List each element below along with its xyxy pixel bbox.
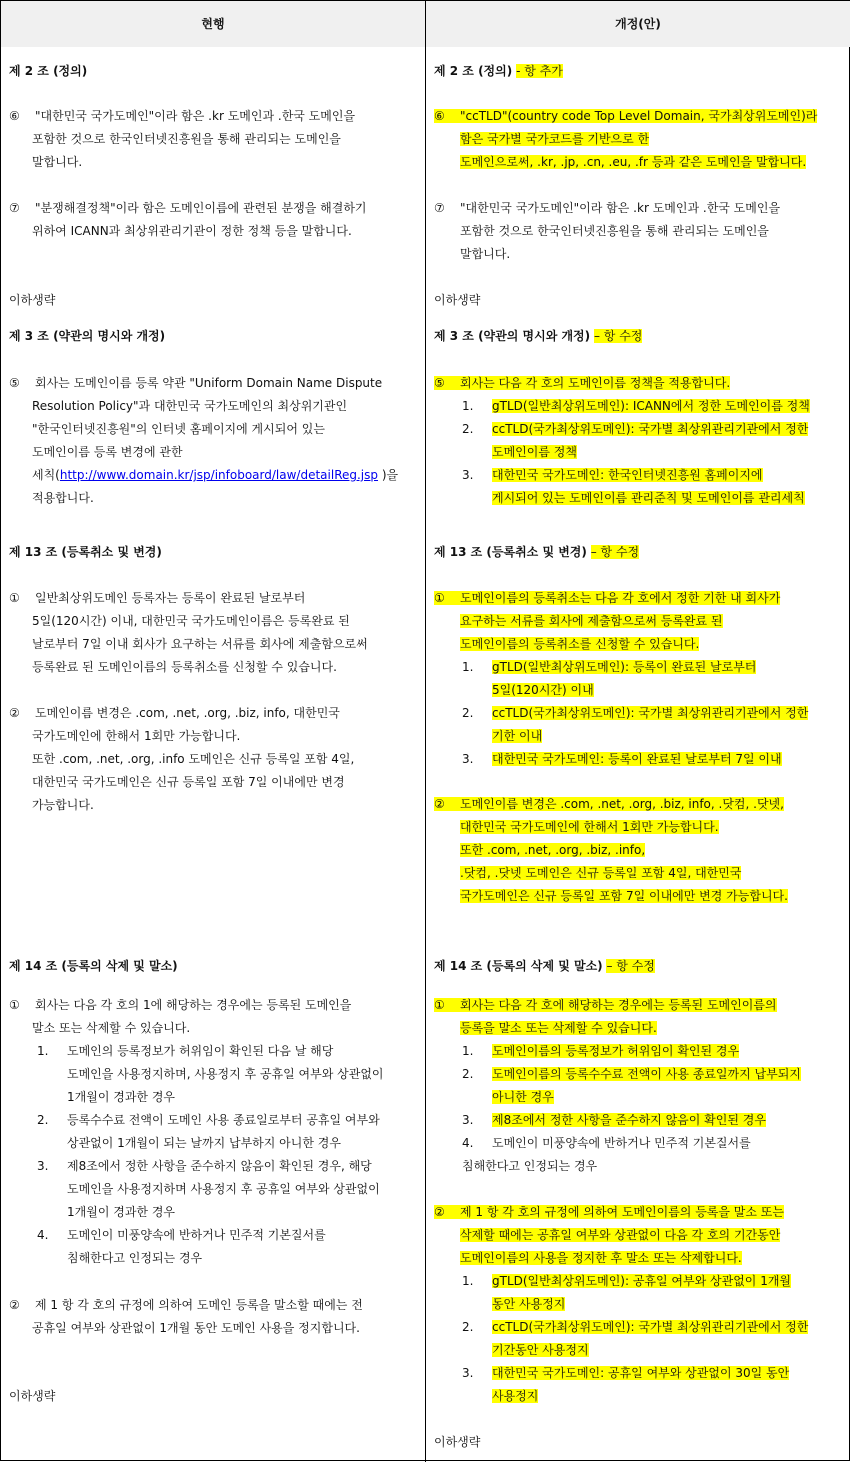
list-item — [434, 1109, 846, 1132]
clause-text: 회사는 도메인이름 등록 약관 "Uniform Domain Name Dispute — [35, 376, 383, 390]
list-item — [434, 1362, 846, 1385]
clause-text: )을 — [378, 468, 399, 482]
list-item — [434, 1040, 846, 1063]
item-text: 제8조에서 정한 사항을 준수하지 않음이 확인된 경우, 해당 — [67, 1159, 372, 1173]
item-number: 2. — [462, 1320, 474, 1334]
current-article-14-title: 제 14 조 (등록의 삭제 및 말소) — [9, 959, 178, 973]
current-omitted-1: 이하생략 — [9, 293, 56, 307]
item-text: 대한민국 국가도메인: 공휴일 여부와 상관없이 30일 동안 — [492, 1366, 790, 1380]
clause-marker: ⑦ — [434, 201, 445, 215]
item-text: 동안 사용정지 — [492, 1297, 566, 1311]
revised-omitted-1: 이하생략 — [434, 293, 481, 307]
clause-text: 국가도메인에 한해서 1회만 가능합니다. — [32, 729, 241, 743]
item-text: 기한 이내 — [492, 729, 543, 743]
clause-text: 세칙( — [32, 468, 60, 482]
item-text: ccTLD(국가최상위도메인): 국가별 최상위관리기관에서 정한 — [492, 422, 809, 436]
column-divider — [425, 1, 426, 1462]
clause-marker: ② — [434, 797, 445, 811]
clause-text: 도메인이름 등록 변경에 관한 — [32, 445, 183, 459]
current-article-2-clause-7 — [9, 197, 419, 243]
clause-text: 회사는 다음 각 호의 도메인이름 정책을 적용합니다. — [460, 376, 731, 390]
list-item — [9, 1155, 419, 1178]
clause-text: 도메인이름의 사용을 정지한 후 말소 또는 삭제합니다. — [460, 1251, 742, 1265]
clause-text: 말합니다. — [460, 247, 511, 261]
clause-text: 대한민국 국가도메인에 한해서 1회만 가능합니다. — [460, 820, 719, 834]
current-omitted-2: 이하생략 — [9, 1389, 56, 1403]
article-title: 제 3 조 (약관의 명시와 개정) — [434, 329, 591, 343]
clause-text: 등록을 말소 또는 삭제할 수 있습니다. — [460, 1021, 657, 1035]
item-number: 1. — [462, 1044, 474, 1058]
item-number: 1. — [37, 1044, 49, 1058]
clause-text: 함은 국가별 국가코드를 기반으로 한 — [460, 132, 650, 146]
item-text: 1개월이 경과한 경우 — [67, 1205, 176, 1219]
list-item — [434, 418, 846, 441]
item-text: 제8조에서 정한 사항을 준수하지 않음이 확인된 경우 — [492, 1113, 766, 1127]
clause-text: "대한민국 국가도메인"이라 함은 .kr 도메인과 .한국 도메인을 — [460, 201, 781, 215]
clause-marker: ② — [9, 1298, 20, 1312]
item-text: 등록수수료 전액이 도메인 사용 종료일로부터 공휴일 여부와 — [67, 1113, 380, 1127]
item-text: gTLD(일반최상위도메인): 등록이 완료된 날로부터 — [492, 660, 757, 674]
clause-text: 또한 .com, .net, .org, .biz, .info, — [460, 843, 646, 857]
change-note: – 항 수정 — [590, 545, 640, 559]
clause-text: .닷컴, .닷넷 도메인은 신규 등록일 포함 4일, 대한민국 — [460, 866, 742, 880]
current-article-3-title: 제 3 조 (약관의 명시와 개정) — [9, 329, 166, 343]
clause-text: 등록완료 된 도메인이름의 등록취소를 신청할 수 있습니다. — [32, 660, 337, 674]
clause-text: 포함한 것으로 한국인터넷진흥원을 통해 관리되는 도메인을 — [32, 132, 341, 146]
clause-text: 가능합니다. — [32, 798, 94, 812]
article-title: 제 2 조 (정의) — [434, 64, 513, 78]
item-number: 3. — [462, 752, 474, 766]
clause-marker: ① — [434, 998, 445, 1012]
item-text: 상관없이 1개월이 되는 날까지 납부하지 아니한 경우 — [67, 1136, 341, 1150]
revised-article-2-clause-6 — [434, 105, 846, 174]
item-text: 5일(120시간) 이내 — [492, 683, 594, 697]
clause-text: 도메인이름의 등록취소는 다음 각 호에서 정한 기한 내 회사가 — [460, 591, 781, 605]
clause-text: 삭제할 때에는 공휴일 여부와 상관없이 다음 각 호의 기간동안 — [460, 1228, 781, 1242]
item-text: 도메인이 미풍양속에 반하거나 민주적 기본질서를 — [67, 1228, 326, 1242]
clause-text: 말소 또는 삭제할 수 있습니다. — [32, 1021, 191, 1035]
item-text: 사용정지 — [492, 1389, 539, 1403]
list-item — [434, 702, 846, 725]
clause-text: "대한민국 국가도메인"이라 함은 .kr 도메인과 .한국 도메인을 — [35, 109, 356, 123]
item-number: 3. — [462, 1113, 474, 1127]
clause-text: 도메인이름 변경은 .com, .net, .org, .biz, info, .닷컴, .닷넷, — [460, 797, 784, 811]
current-article-13-clause-2 — [9, 702, 419, 817]
revised-article-2-title — [434, 60, 846, 83]
item-text: ccTLD(국가최상위도메인): 국가별 최상위관리기관에서 정한 — [492, 1320, 809, 1334]
current-article-3-clause-5 — [9, 372, 419, 510]
item-text: 도메인의 등록정보가 허위임이 확인된 다음 날 해당 — [67, 1044, 334, 1058]
clause-text: "ccTLD"(country code Top Level Domain, 국가최상위도메인)라 — [460, 109, 818, 123]
clause-marker: ② — [434, 1205, 445, 1219]
list-item — [434, 1132, 846, 1155]
list-item — [434, 748, 846, 771]
revised-article-14-clause-2 — [434, 1201, 846, 1408]
change-note: – 항 수정 — [606, 959, 655, 973]
header-current: 현행 — [1, 1, 425, 47]
list-item — [9, 1224, 419, 1247]
revised-omitted-2: 이하생략 — [434, 1435, 481, 1449]
clause-marker: ⑦ — [9, 201, 20, 215]
clause-marker: ② — [9, 706, 20, 720]
revised-article-3-title — [434, 325, 846, 348]
item-text: 도메인을 사용정지하며, 사용정지 후 공휴일 여부와 상관없이 — [67, 1067, 384, 1081]
list-item — [9, 1040, 419, 1063]
revised-article-13-clause-1 — [434, 587, 846, 771]
item-text: 도메인이름의 등록수수료 전액이 사용 종료일까지 납부되지 — [492, 1067, 801, 1081]
current-article-2-clause-6 — [9, 105, 419, 174]
item-number: 1. — [462, 1274, 474, 1288]
item-text: 침해한다고 인정되는 경우 — [462, 1159, 598, 1173]
item-text: ccTLD(국가최상위도메인): 국가별 최상위관리기관에서 정한 — [492, 706, 809, 720]
article-title: 제 14 조 (등록의 삭제 및 말소) — [434, 959, 603, 973]
item-number: 2. — [37, 1113, 49, 1127]
item-text: 게시되어 있는 도메인이름 관리준칙 및 도메인이름 관리세칙 — [492, 491, 805, 505]
clause-text: 국가도메인은 신규 등록일 포함 7일 이내에만 변경 가능합니다. — [460, 889, 788, 903]
clause-text: 날로부터 7일 이내 회사가 요구하는 서류를 회사에 제출함으로써 — [32, 637, 368, 651]
clause-text: 또한 .com, .net, .org, .info 도메인은 신규 등록일 포함 4일, — [32, 752, 355, 766]
list-item — [434, 1270, 846, 1293]
clause-text: "분쟁해결정책"이라 함은 도메인이름에 관련된 분쟁을 해결하기 — [35, 201, 367, 215]
item-text: gTLD(일반최상위도메인): ICANN에서 정한 도메인이름 정책 — [492, 399, 810, 413]
clause-text: 도메인이름 변경은 .com, .net, .org, .biz, info, 대한민국 — [35, 706, 340, 720]
item-text: gTLD(일반최상위도메인): 공휴일 여부와 상관없이 1개월 — [492, 1274, 792, 1288]
revised-article-2-clause-7 — [434, 197, 846, 266]
clause-text: 일반최상위도메인 등록자는 등록이 완료된 날로부터 — [35, 591, 306, 605]
list-item — [434, 656, 846, 679]
item-number: 3. — [37, 1159, 49, 1173]
clause-marker: ⑤ — [434, 376, 445, 390]
clause-marker: ⑤ — [9, 376, 20, 390]
change-note: – 항 수정 — [593, 329, 643, 343]
list-item — [434, 395, 846, 418]
clause-text: 공휴일 여부와 상관없이 1개월 동안 도메인 사용을 정지합니다. — [32, 1321, 360, 1335]
clause-text: 위하여 ICANN과 최상위관리기관이 정한 정책 등을 말합니다. — [32, 224, 352, 238]
clause-marker: ⑥ — [434, 109, 445, 123]
clause-text: 회사는 다음 각 호에 해당하는 경우에는 등록된 도메인이름의 — [460, 998, 777, 1012]
item-text: 대한민국 국가도메인: 한국인터넷진흥원 홈페이지에 — [492, 468, 763, 482]
item-number: 1. — [462, 660, 474, 674]
item-number: 1. — [462, 399, 474, 413]
clause-text: 도메인으로써, .kr, .jp, .cn, .eu, .fr 등과 같은 도메인을 말합니다. — [460, 155, 807, 169]
item-text: 도메인이 미풍양속에 반하거나 민주적 기본질서를 — [492, 1136, 751, 1150]
revised-article-14-title — [434, 955, 846, 978]
item-number: 4. — [37, 1228, 49, 1242]
clause-marker: ① — [9, 998, 20, 1012]
header-revised: 개정(안) — [426, 1, 850, 47]
clause-text: 요구하는 서류를 회사에 제출함으로써 등록완료 된 — [460, 614, 723, 628]
clause-text: 적용합니다. — [32, 491, 94, 505]
list-item — [434, 464, 846, 487]
item-number: 4. — [462, 1136, 474, 1150]
clause-text: 제 1 항 각 호의 규정에 의하여 도메인 등록을 말소할 때에는 전 — [35, 1298, 363, 1312]
item-text: 도메인이름 정책 — [492, 445, 577, 459]
clause-marker: ⑥ — [9, 109, 20, 123]
item-number: 2. — [462, 706, 474, 720]
regulation-link[interactable]: http://www.domain.kr/jsp/infoboard/law/detailReg.jsp — [59, 468, 379, 482]
current-article-14-clause-1 — [9, 994, 419, 1270]
clause-text: 5일(120시간) 이내, 대한민국 국가도메인이름은 등록완료 된 — [32, 614, 350, 628]
item-text: 대한민국 국가도메인: 등록이 완료된 날로부터 7일 이내 — [492, 752, 782, 766]
item-text: 도메인이름의 등록정보가 허위임이 확인된 경우 — [492, 1044, 740, 1058]
change-note: - 항 추가 — [516, 64, 563, 78]
clause-text: Resolution Policy"과 대한민국 국가도메인의 최상위기관인 — [32, 399, 348, 413]
article-title: 제 13 조 (등록취소 및 변경) — [434, 545, 587, 559]
clause-text: 회사는 다음 각 호의 1에 해당하는 경우에는 등록된 도메인을 — [35, 998, 352, 1012]
list-item — [9, 1109, 419, 1132]
list-item — [434, 1063, 846, 1086]
clause-text: 도메인이름의 등록취소를 신청할 수 있습니다. — [460, 637, 700, 651]
clause-text: 포함한 것으로 한국인터넷진흥원을 통해 관리되는 도메인을 — [460, 224, 769, 238]
revised-article-13-clause-2 — [434, 793, 846, 908]
revised-article-14-clause-1 — [434, 994, 846, 1178]
item-number: 3. — [462, 1366, 474, 1380]
clause-text: 대한민국 국가도메인은 신규 등록일 포함 7일 이내에만 변경 — [32, 775, 345, 789]
revised-article-3-clause-5 — [434, 372, 846, 510]
item-text: 아니한 경우 — [492, 1090, 554, 1104]
item-text: 1개월이 경과한 경우 — [67, 1090, 176, 1104]
clause-text: 말합니다. — [32, 155, 83, 169]
current-article-13-clause-1 — [9, 587, 419, 679]
revised-article-13-title — [434, 541, 846, 564]
current-article-13-title: 제 13 조 (등록취소 및 변경) — [9, 545, 162, 559]
clause-marker: ① — [9, 591, 20, 605]
item-number: 2. — [462, 422, 474, 436]
item-text: 도메인을 사용정지하며 사용정지 후 공휴일 여부와 상관없이 — [67, 1182, 380, 1196]
item-text: 기간동안 사용정지 — [492, 1343, 589, 1357]
clause-text: "한국인터넷진흥원"의 인터넷 홈페이지에 게시되어 있는 — [32, 422, 325, 436]
item-number: 3. — [462, 468, 474, 482]
clause-text: 제 1 항 각 호의 규정에 의하여 도메인이름의 등록을 말소 또는 — [460, 1205, 784, 1219]
current-article-2-title: 제 2 조 (정의) — [9, 64, 88, 78]
list-item — [434, 1316, 846, 1339]
item-number: 2. — [462, 1067, 474, 1081]
item-text: 침해한다고 인정되는 경우 — [67, 1251, 203, 1265]
current-article-14-clause-2 — [9, 1294, 419, 1340]
clause-marker: ① — [434, 591, 445, 605]
